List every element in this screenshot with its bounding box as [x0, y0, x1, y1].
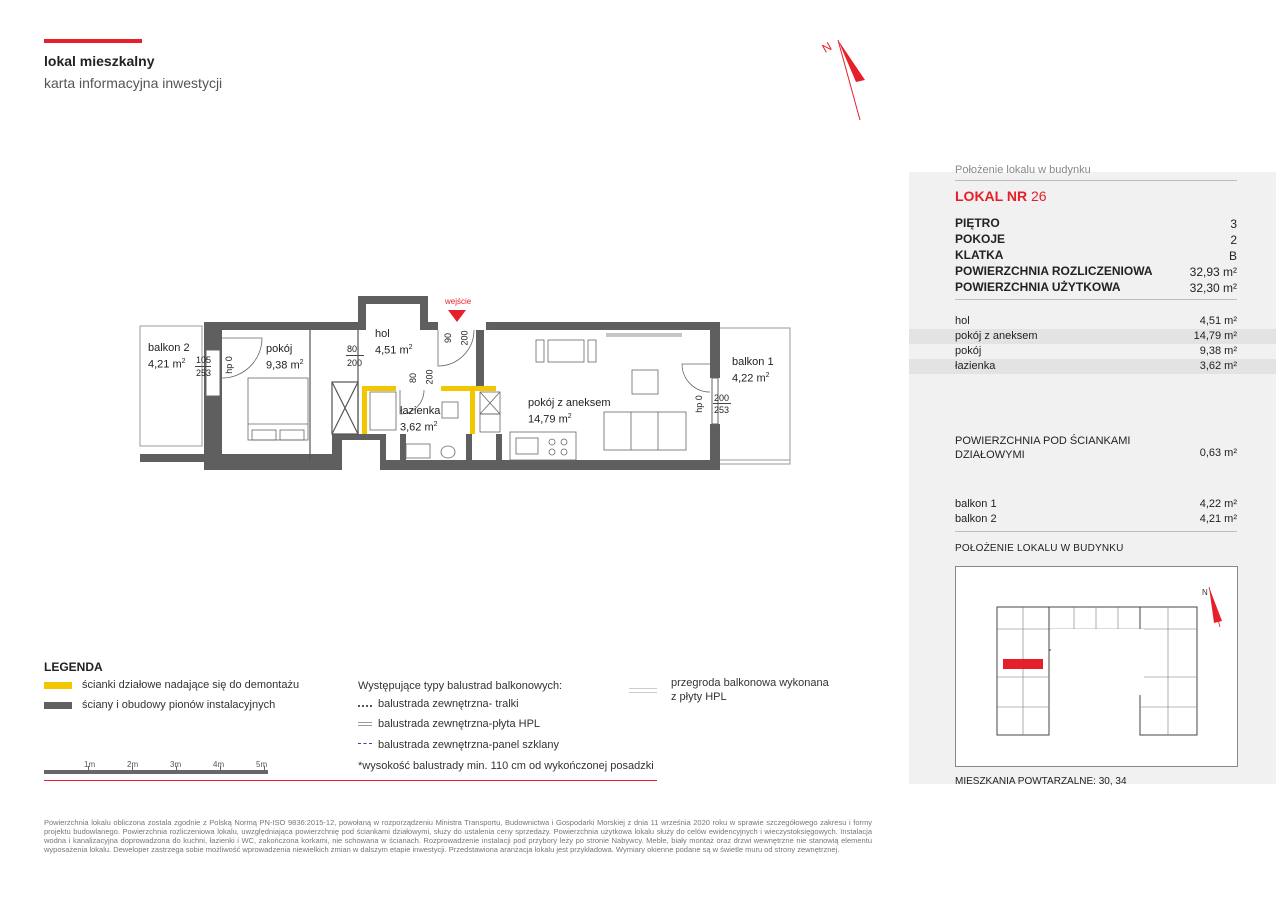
spec-divider: [955, 299, 1237, 300]
legend-text-demolish: ścianki działowe nadające się do demontażu: [82, 679, 300, 691]
scale-label-2m: 2m: [127, 760, 139, 769]
lokal-number-title: LOKAL NR 26: [955, 188, 1047, 204]
sofa: [604, 370, 686, 450]
floor-plan: [136, 294, 796, 474]
dim-window-height-253: 253: [196, 368, 212, 378]
lokal-highlight: [1003, 659, 1043, 669]
hpl-icon: [358, 722, 372, 726]
room-pokoj-z-aneksem: pokój z aneksem 14,79 $m^2$: [528, 397, 611, 426]
dim-door-200: 200: [347, 358, 363, 368]
tralki-icon: [358, 702, 372, 707]
dim-entry-90: 90: [443, 332, 454, 344]
dim-bath-door-200: 200: [424, 369, 435, 385]
spec-row-pietro: PIĘTRO 3: [955, 216, 1237, 231]
location-compass-icon: [1209, 587, 1222, 623]
scale-label-5m: 5m: [256, 760, 268, 769]
room-lazienka: łazienka 3,62 $m^2$: [400, 405, 441, 434]
legend-swatch-demolish: [44, 682, 72, 689]
room-row-pokoj: pokój 9,38 m²: [955, 345, 1237, 357]
scale-label-4m: 4m: [213, 760, 225, 769]
entrance-arrow-icon: [448, 310, 466, 322]
page-subtitle: karta informacyjna inwestycji: [44, 75, 223, 91]
room-balkon-2: balkon 2 4,21 $m^2$: [148, 342, 190, 371]
scale-label-1m: 1m: [84, 760, 96, 769]
footnote: Powierzchnia lokalu obliczona zostala zgodnie z Polską Normą PN-ISO 9836:2015-12, powołaną w rozporządzeniu Ministra Transportu, Budownictwa i Gospodarki Morskiej z dnia 11 września 2020 roku w sprawie szczegółowego zakresu i formy projektu budowlanego. Powierzchnia rozliczeniowa lokalu, uwzględniająca powierzchnię pod ściankami działowymi, służy do ustalenia ceny sprzedaży. Powierzchnia użytkowa lokalu służy do celów ewidencyjnych i wieczystoksięgowych. Instalacja wodna i kanalizacyjna doprowadzona do kuchni, łazienki i WC, zakończona korkami, nie schowana w ścianach. Rozprowadzenie instalacji pod przybory leży po stronie Nabywcy. Meble, biały montaż oraz drzwi wewnętrzne nie stanowią elementu wyposażenia lokalu. Deweloper zastrzega sobie możliwość wprowadzenia niewielkich zmian w dalszym etapie inwestycji. Przedstawiona aranżacja lokalu jest przykładowa. Wymiary okienne podane są w świetle muru od strony zewnętrznej.: [44, 818, 872, 854]
page-title: lokal mieszkalny: [44, 53, 155, 69]
room-row-pokoj-z-aneksem: pokój z aneksem 14,79 m²: [909, 329, 1276, 344]
repeated-units: MIESZKANIA POWTARZALNE: 30, 34: [955, 776, 1127, 787]
dim-hp0-right: hp 0: [693, 395, 704, 413]
walls: [204, 296, 720, 470]
spec-row-pow-rozliczeniowa: POWIERZCHNIA ROZLICZENIOWA 32,93 m²: [955, 264, 1237, 279]
svg-text:N: N: [1202, 588, 1208, 597]
room-row-lazienka: łazienka 3,62 m²: [909, 359, 1276, 374]
scale-bar: [44, 770, 268, 774]
glass-panel-icon: [358, 743, 372, 746]
location-title: POŁOŻENIE LOKALU W BUDYNKU: [955, 543, 1124, 554]
dim-window-height-253-right: 253: [714, 405, 730, 415]
partition-hpl-note: przegroda balkonowa wykonana z płyty HPL: [671, 677, 829, 703]
scale-label-3m: 3m: [170, 760, 182, 769]
dim-bath-door-80: 80: [408, 372, 419, 384]
legend-title: LEGENDA: [44, 660, 103, 674]
balustrade-glass: balustrada zewnętrzna-panel szklany: [358, 739, 559, 751]
building-location-map: [955, 566, 1238, 767]
dim-entry-200: 200: [459, 330, 470, 346]
dim-door-80: 80: [347, 344, 358, 354]
dining-set: [536, 334, 682, 362]
dim-window-width-200: 200: [714, 393, 730, 403]
panel-divider: [955, 180, 1237, 181]
panel-cut-text: Położenie lokalu w budynku: [955, 164, 1091, 176]
partition-hpl-icon: [629, 688, 657, 693]
legend-swatch-walls: [44, 702, 72, 709]
balkon-1-area: [720, 328, 790, 464]
legend-bottom-line: [44, 780, 657, 781]
kitchen: [510, 432, 576, 460]
partition-area: POWIERZCHNIA POD ŚCIANKAMI DZIAŁOWYMI 0,63 m²: [955, 435, 1237, 461]
balustrade-tralki: balustrada zewnętrzna- tralki: [358, 698, 519, 710]
balcony-row-1: balkon 1 4,22 m²: [955, 498, 1237, 510]
spec-row-pow-uzytkowa: POWIERZCHNIA UŻYTKOWA 32,30 m²: [955, 280, 1237, 295]
spec-row-pokoje: POKOJE 2: [955, 232, 1237, 247]
balustrade-hpl: balustrada zewnętrzna-płyta HPL: [358, 718, 540, 730]
balcony-row-2: balkon 2 4,21 m²: [955, 513, 1237, 525]
room-hol: hol 4,51 $m^2$: [375, 328, 413, 357]
balcony-divider: [955, 531, 1237, 532]
spec-row-klatka: KLATKA B: [955, 248, 1237, 263]
bed: [248, 378, 308, 440]
room-balkon-1: balkon 1 4,22 $m^2$: [732, 356, 774, 385]
compass-label: N: [819, 39, 835, 56]
header-accent-bar: [44, 39, 142, 43]
balustrade-title: Występujące typy balustrad balkonowych:: [358, 680, 563, 692]
dim-hp0-left: hp 0: [223, 356, 234, 374]
compass-north-arrow-icon: [818, 34, 874, 124]
legend-text-walls: ściany i obudowy pionów instalacyjnych: [82, 699, 276, 711]
balustrade-note: *wysokość balustrady min. 110 cm od wykończonej posadzki: [358, 760, 654, 772]
entrance-label: wejście: [445, 297, 472, 306]
room-pokoj: pokój 9,38 $m^2$: [266, 343, 304, 372]
dim-window-width-105: 105: [196, 355, 212, 365]
room-row-hol: hol 4,51 m²: [955, 315, 1237, 327]
